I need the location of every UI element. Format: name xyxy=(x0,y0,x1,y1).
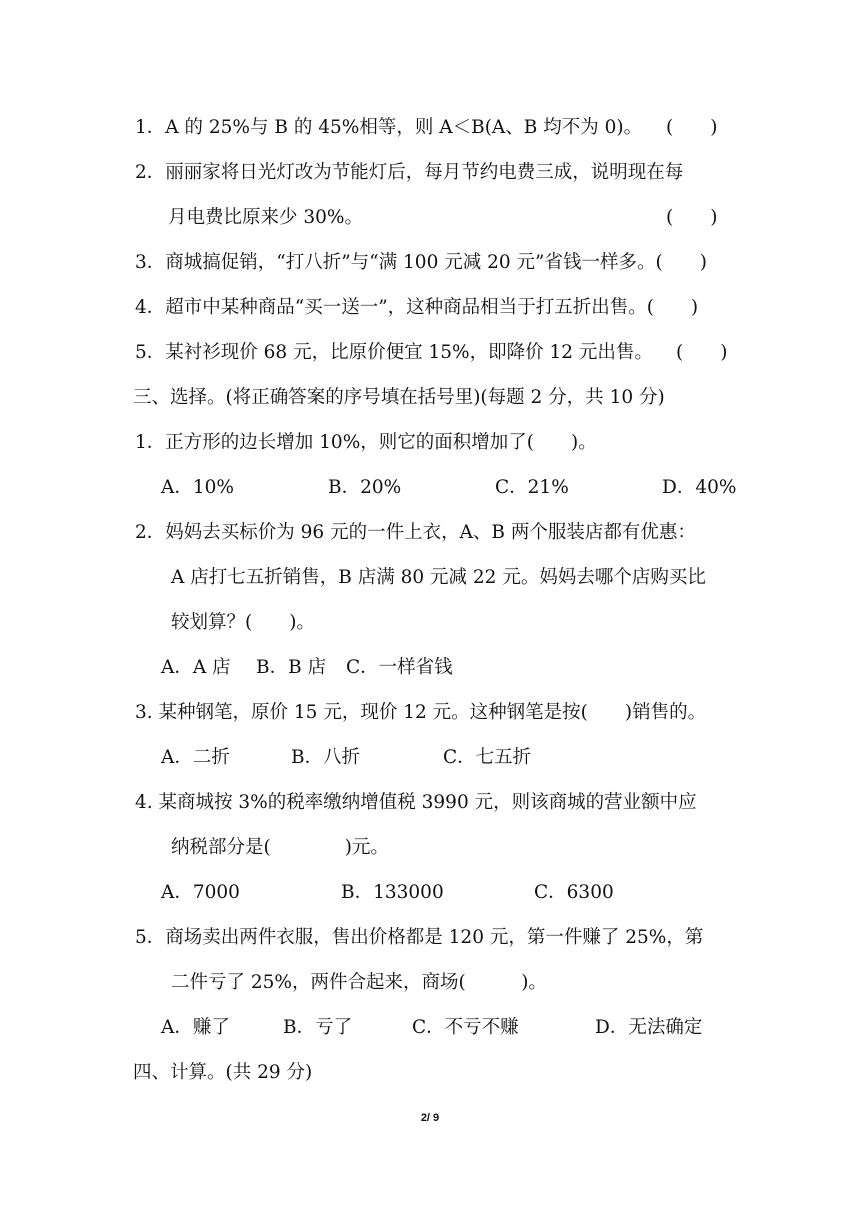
judge-q4: 4．超市中某种商品“买一送一”，这种商品相当于打五折出售。( ) xyxy=(135,297,699,318)
choice-q2-line1: 2．妈妈去买标价为 96 元的一件上衣，A、B 两个服装店都有优惠： xyxy=(135,522,696,543)
choice-q1-option-c: C．21% xyxy=(495,477,569,498)
judge-q5: 5．某衬衫现价 68 元，比原价便宜 15%，即降价 12 元出售。 xyxy=(135,342,653,363)
page-number: 2/ 9 xyxy=(420,1112,440,1124)
section3-title: 三、选择。(将正确答案的序号填在括号里)(每题 2 分，共 10 分) xyxy=(133,387,665,408)
choice-q1-option-d: D．40% xyxy=(662,477,737,498)
choice-q3: 3. 某种钢笔，原价 15 元，现价 12 元。这种钢笔是按( )销售的。 xyxy=(135,702,707,723)
choice-q5-line2: 二件亏了 25%，两件合起来，商场( )。 xyxy=(171,972,547,993)
judge-q2-answer-blank: ( ) xyxy=(666,207,718,228)
judge-q1-answer-blank: ( ) xyxy=(666,117,718,138)
choice-q4-option-c: C．6300 xyxy=(534,882,614,903)
choice-q4-option-a: A．7000 xyxy=(161,882,240,903)
choice-q4-line1: 4. 某商城按 3%的税率缴纳增值税 3990 元，则该商城的营业额中应 xyxy=(135,792,697,813)
choice-q2-line2: A 店打七五折销售，B 店满 80 元减 22 元。妈妈去哪个店购买比 xyxy=(171,567,706,588)
choice-q4-line2: 纳税部分是( )元。 xyxy=(171,837,389,858)
choice-q2-option-a: A．A 店 xyxy=(161,657,231,678)
choice-q2-option-c: C．一样省钱 xyxy=(346,657,453,678)
judge-q1: 1．A 的 25%与 B 的 45%相等，则 A＜B(A、B 均不为 0)。 xyxy=(135,117,643,138)
choice-q2-option-b: B．B 店 xyxy=(256,657,327,678)
judge-q3: 3．商城搞促销，“打八折”与“满 100 元减 20 元”省钱一样多。( ) xyxy=(135,252,707,273)
choice-q3-option-c: C．七五折 xyxy=(443,747,532,768)
choice-q5-option-c: C．不亏不赚 xyxy=(412,1017,519,1038)
choice-q2-line3: 较划算？( )。 xyxy=(171,612,315,633)
judge-q5-answer-blank: ( ) xyxy=(676,342,728,363)
choice-q3-option-b: B．八折 xyxy=(291,747,361,768)
choice-q4-option-b: B．133000 xyxy=(341,882,444,903)
choice-q5-option-a: A．赚了 xyxy=(161,1017,230,1038)
judge-q2-line2: 月电费比原来少 30%。 xyxy=(168,207,364,228)
choice-q5-option-b: B．亏了 xyxy=(283,1017,353,1038)
section4-title: 四、计算。(共 29 分) xyxy=(133,1062,313,1083)
judge-q2-line1: 2．丽丽家将日光灯改为节能灯后，每月节约电费三成，说明现在每 xyxy=(135,162,684,183)
choice-q1-option-b: B．20% xyxy=(328,477,402,498)
choice-q1: 1．正方形的边长增加 10%，则它的面积增加了( )。 xyxy=(135,432,597,453)
choice-q5-option-d: D．无法确定 xyxy=(595,1017,703,1038)
choice-q3-option-a: A．二折 xyxy=(161,747,230,768)
choice-q5-line1: 5．商场卖出两件衣服，售出价格都是 120 元，第一件赚了 25%，第 xyxy=(135,927,704,948)
choice-q1-option-a: A．10% xyxy=(161,477,234,498)
